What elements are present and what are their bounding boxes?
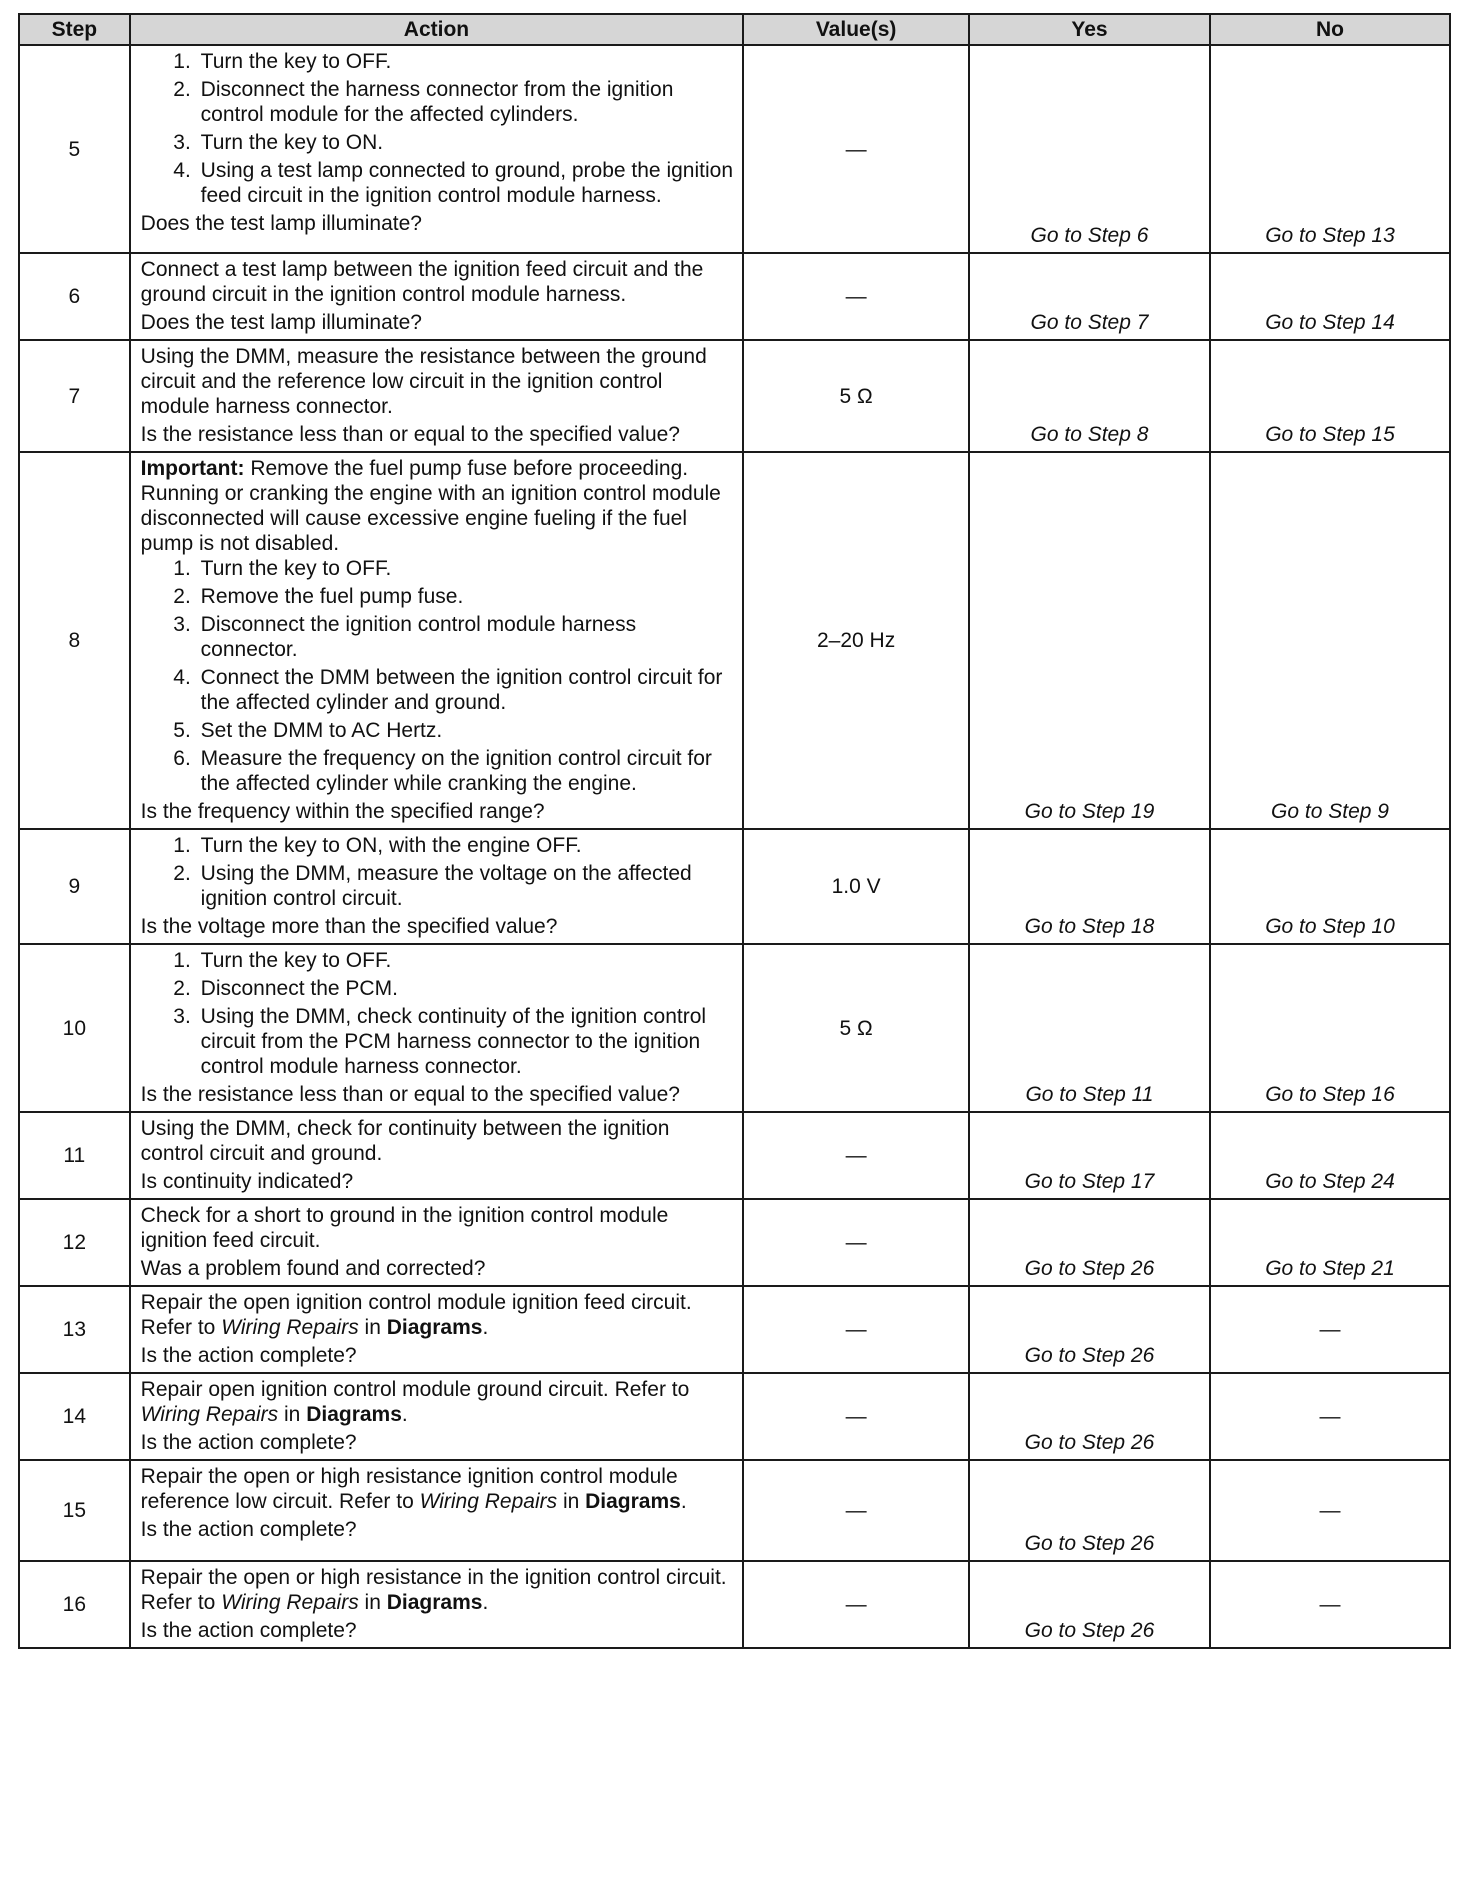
action-text: Check for a short to ground in the ignition control module ignition feed circuit. [140, 1204, 669, 1252]
step-list-item: 2. Disconnect the harness connector from the ignition control module for the affected cylinders. [197, 77, 735, 127]
step-number: 5 [19, 45, 130, 253]
action-cell [130, 944, 744, 1112]
question-text: Does the test lamp illuminate? [140, 212, 422, 235]
table-row [19, 452, 1450, 829]
action-cell [130, 253, 744, 340]
no-result: Go to Step 16 [1210, 944, 1450, 1112]
table-row [19, 253, 1450, 340]
no-result: — [1210, 1460, 1450, 1561]
table-row [19, 1286, 1450, 1373]
header-values: Value(s) [743, 14, 969, 45]
header-row [19, 14, 1450, 45]
step-number: 15 [19, 1460, 130, 1561]
yes-result: Go to Step 6 [969, 45, 1210, 253]
value-cell: — [743, 1286, 969, 1373]
step-number: 14 [19, 1373, 130, 1460]
action-text: Using the DMM, measure the resistance between the ground circuit and the reference low circuit in the ignition control module harness connector. [140, 345, 707, 418]
step-list-item: 3. Using the DMM, check continuity of the ignition control circuit from the PCM harness connector to the ignition control module harness connector. [197, 1004, 735, 1079]
step-list-item: 4. Connect the DMM between the ignition control circuit for the affected cylinder and ground. [197, 665, 735, 715]
important-label: Important: [140, 457, 245, 480]
table-row [19, 1199, 1450, 1286]
table-row [19, 829, 1450, 944]
header-yes: Yes [969, 14, 1210, 45]
no-result: Go to Step 24 [1210, 1112, 1450, 1199]
step-number: 13 [19, 1286, 130, 1373]
yes-result: Go to Step 19 [969, 452, 1210, 829]
table-row [19, 1112, 1450, 1199]
action-cell [130, 1199, 744, 1286]
yes-result: Go to Step 26 [969, 1286, 1210, 1373]
yes-result: Go to Step 8 [969, 340, 1210, 452]
sentence-end: . [680, 1490, 687, 1513]
step-list-item: 2. Using the DMM, measure the voltage on the affected ignition control circuit. [197, 861, 735, 911]
step-number: 16 [19, 1561, 130, 1648]
action-cell [130, 1561, 744, 1648]
no-result: Go to Step 15 [1210, 340, 1450, 452]
yes-result: Go to Step 17 [969, 1112, 1210, 1199]
diagnostic-table [18, 13, 1451, 1649]
step-list-item: 1. Turn the key to ON, with the engine OFF. [197, 833, 735, 858]
step-list [141, 556, 735, 796]
value-cell: — [743, 1561, 969, 1648]
action-cell [130, 452, 744, 829]
repair-instruction: Repair the open or high resistance in the ignition control circuit. Refer to [140, 1566, 727, 1614]
value-cell: 2–20 Hz [743, 452, 969, 829]
value-cell: — [743, 253, 969, 340]
no-result: Go to Step 10 [1210, 829, 1450, 944]
value-cell: 5 Ω [743, 944, 969, 1112]
step-number: 12 [19, 1199, 130, 1286]
diagrams-reference: Diagrams [386, 1316, 483, 1339]
wiring-repairs-reference: Wiring Repairs [140, 1403, 279, 1426]
repair-instruction: Repair the open or high resistance ignition control module reference low circuit. Refer to [140, 1465, 678, 1513]
header-step: Step [19, 14, 130, 45]
table-row [19, 45, 1450, 253]
step-list [141, 833, 735, 911]
diagrams-reference: Diagrams [306, 1403, 402, 1426]
question-text: Is the voltage more than the specified value? [140, 915, 558, 938]
wiring-repairs-reference: Wiring Repairs [221, 1316, 359, 1339]
table-row [19, 1460, 1450, 1561]
diagrams-reference: Diagrams [386, 1591, 483, 1614]
action-text: Using the DMM, check for continuity between the ignition control circuit and ground. [140, 1117, 670, 1165]
important-text: Remove the fuel pump fuse before proceeding. Running or cranking the engine with an ignition control module disconnected will cause excessive engine fueling if the fuel pump is not disabled. [140, 457, 721, 555]
reference-connector: in [557, 1490, 586, 1513]
repair-text [141, 1290, 735, 1340]
value-cell: — [743, 1460, 969, 1561]
reference-connector: in [278, 1403, 307, 1426]
step-number: 7 [19, 340, 130, 452]
question-text: Does the test lamp illuminate? [140, 311, 422, 334]
step-list-item: 1. Turn the key to OFF. [197, 948, 735, 973]
yes-result: Go to Step 7 [969, 253, 1210, 340]
question-text: Is the frequency within the specified range? [140, 800, 545, 823]
question-text: Is the resistance less than or equal to the specified value? [140, 1083, 680, 1106]
repair-text [141, 1464, 735, 1514]
diagnostic-table-page [18, 13, 1451, 1649]
step-list-item: 2. Disconnect the PCM. [197, 976, 735, 1001]
reference-connector: in [358, 1316, 387, 1339]
step-number: 11 [19, 1112, 130, 1199]
question-text: Is the action complete? [140, 1344, 357, 1367]
diagrams-reference: Diagrams [585, 1490, 681, 1513]
yes-result: Go to Step 26 [969, 1199, 1210, 1286]
table-row [19, 1561, 1450, 1648]
step-number: 8 [19, 452, 130, 829]
step-list-item: 2. Remove the fuel pump fuse. [197, 584, 735, 609]
question-text: Is the resistance less than or equal to the specified value? [140, 423, 680, 446]
step-list-item: 6. Measure the frequency on the ignition control circuit for the affected cylinder while cranking the engine. [197, 746, 735, 796]
step-list-item: 4. Using a test lamp connected to ground, probe the ignition feed circuit in the ignition control module harness. [197, 158, 735, 208]
question-text: Is continuity indicated? [140, 1170, 354, 1193]
action-cell [130, 1460, 744, 1561]
repair-text [141, 1565, 735, 1615]
table-row [19, 340, 1450, 452]
value-cell: — [743, 45, 969, 253]
sentence-end: . [401, 1403, 408, 1426]
no-result: Go to Step 13 [1210, 45, 1450, 253]
step-number: 6 [19, 253, 130, 340]
value-cell: — [743, 1112, 969, 1199]
important-note [141, 456, 735, 556]
action-cell [130, 340, 744, 452]
step-list [141, 948, 735, 1079]
no-result: — [1210, 1561, 1450, 1648]
question-text: Was a problem found and corrected? [140, 1257, 486, 1280]
action-cell [130, 1112, 744, 1199]
step-number: 10 [19, 944, 130, 1112]
action-cell [130, 1286, 744, 1373]
action-cell [130, 45, 744, 253]
question-text: Is the action complete? [140, 1619, 357, 1642]
action-text: Connect a test lamp between the ignition feed circuit and the ground circuit in the ignition control module harness. [140, 258, 704, 306]
step-list-item: 3. Turn the key to ON. [197, 130, 735, 155]
question-text: Is the action complete? [140, 1431, 357, 1454]
value-cell: — [743, 1199, 969, 1286]
step-list [141, 49, 735, 208]
no-result: Go to Step 9 [1210, 452, 1450, 829]
no-result: Go to Step 21 [1210, 1199, 1450, 1286]
header-action: Action [130, 14, 744, 45]
question-text: Is the action complete? [140, 1518, 357, 1541]
no-result: Go to Step 14 [1210, 253, 1450, 340]
step-list-item: 1. Turn the key to OFF. [197, 556, 735, 581]
sentence-end: . [482, 1316, 489, 1339]
value-cell: 1.0 V [743, 829, 969, 944]
yes-result: Go to Step 26 [969, 1561, 1210, 1648]
step-number: 9 [19, 829, 130, 944]
step-list-item: 1. Turn the key to OFF. [197, 49, 735, 74]
yes-result: Go to Step 26 [969, 1460, 1210, 1561]
sentence-end: . [482, 1591, 489, 1614]
wiring-repairs-reference: Wiring Repairs [419, 1490, 558, 1513]
wiring-repairs-reference: Wiring Repairs [221, 1591, 359, 1614]
repair-text [141, 1377, 735, 1427]
table-row [19, 1373, 1450, 1460]
reference-connector: in [358, 1591, 387, 1614]
value-cell: — [743, 1373, 969, 1460]
value-cell: 5 Ω [743, 340, 969, 452]
step-list-item: 5. Set the DMM to AC Hertz. [197, 718, 735, 743]
table-row [19, 944, 1450, 1112]
no-result: — [1210, 1373, 1450, 1460]
yes-result: Go to Step 18 [969, 829, 1210, 944]
repair-instruction: Repair the open ignition control module ignition feed circuit. Refer to [140, 1291, 692, 1339]
no-result: — [1210, 1286, 1450, 1373]
repair-instruction: Repair open ignition control module ground circuit. Refer to [140, 1378, 690, 1401]
header-no: No [1210, 14, 1450, 45]
yes-result: Go to Step 11 [969, 944, 1210, 1112]
step-list-item: 3. Disconnect the ignition control module harness connector. [197, 612, 735, 662]
action-cell [130, 829, 744, 944]
yes-result: Go to Step 26 [969, 1373, 1210, 1460]
action-cell [130, 1373, 744, 1460]
